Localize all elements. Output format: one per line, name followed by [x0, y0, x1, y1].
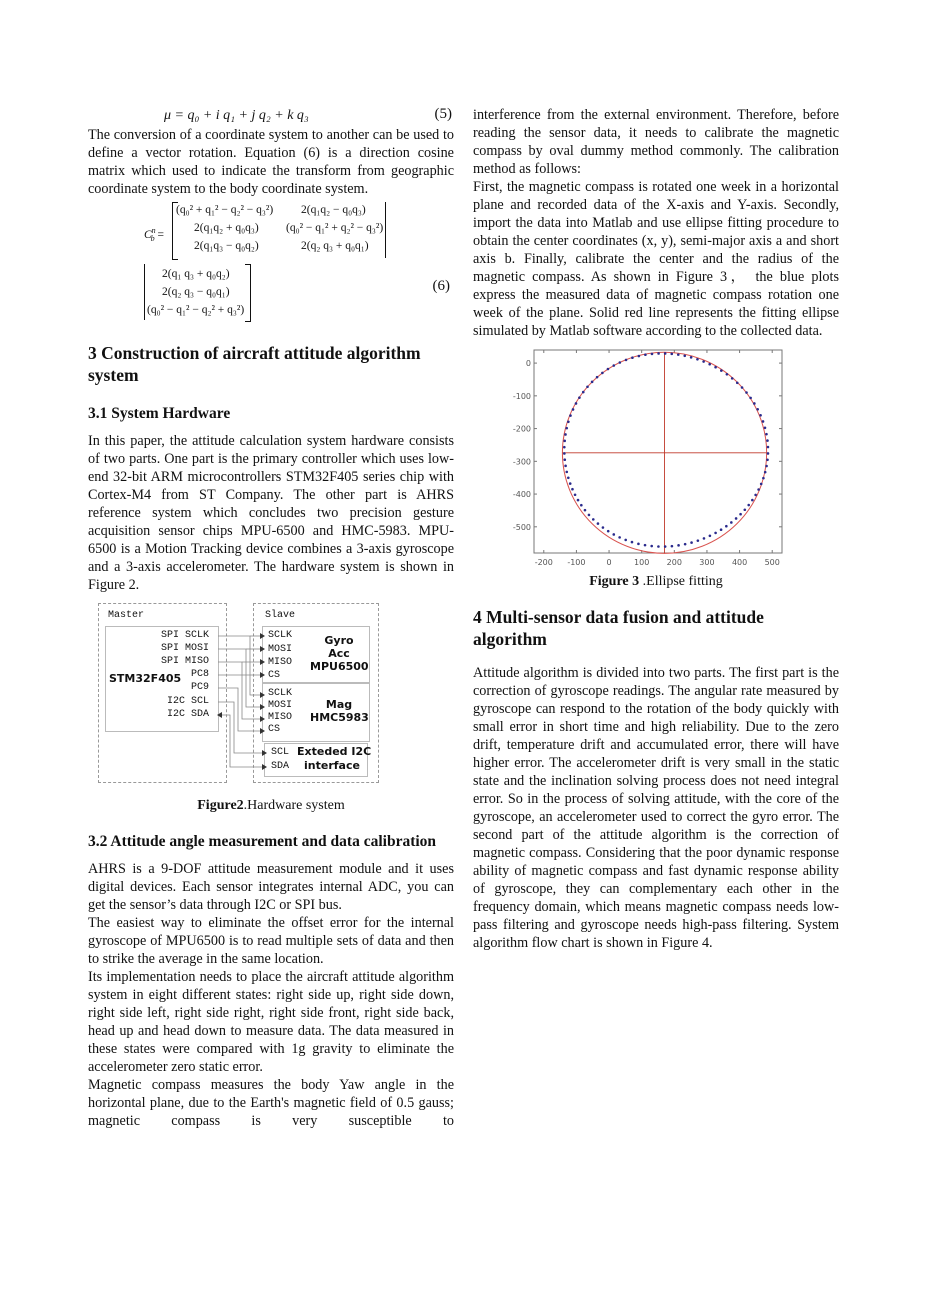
paragraph-ahrs: AHRS is a 9-DOF attitude measurement module and it uses digital devices. Each sensor integrates internal ADC, you can get the sensor’s data through I2C or SPI bus. — [88, 861, 454, 913]
measured-point — [624, 539, 627, 542]
slave3-pin: SCL — [271, 747, 290, 758]
measured-point — [569, 482, 572, 485]
section-4-heading: 4 Multi-sensor data fusion and attitude algorithm — [473, 607, 764, 649]
measured-point — [743, 508, 746, 511]
measured-point — [764, 471, 767, 474]
measured-point — [753, 402, 756, 405]
measured-point — [677, 544, 680, 547]
mcu-pin: I2C SDA — [166, 709, 209, 720]
measured-point — [644, 353, 647, 356]
measured-point — [749, 397, 752, 400]
measured-point — [584, 509, 587, 512]
wire-miso — [218, 662, 260, 719]
measured-point — [580, 504, 583, 507]
matrix-lhs: $C^n_b$ = — [144, 226, 165, 244]
y-tick-label: -500 — [512, 522, 531, 532]
measured-point — [760, 483, 763, 486]
slave3-pin: SDA — [271, 761, 290, 772]
x-tick-label: 100 — [634, 558, 650, 567]
equation-5-formula: μ = q₀ + i q₁ + j q₂ + k q₃ — [164, 108, 309, 123]
measured-point — [720, 369, 723, 372]
measured-point — [596, 376, 599, 379]
slave2-name: Mag HMC5983 — [310, 698, 369, 724]
measured-point — [767, 446, 770, 449]
left-column — [88, 106, 454, 1130]
matrix-r1c2: 2(q₁q₂ − q₀q₃) — [301, 204, 366, 216]
measured-point — [565, 427, 568, 430]
measured-point — [683, 355, 686, 358]
x-tick-label: 200 — [666, 558, 682, 567]
matrix-r2c1: 2(q₁q₂ + q₀q₃) — [194, 222, 259, 234]
measured-point — [651, 353, 654, 356]
paragraph-conversion: The conversion of a coordinate system to another can be used to define a vector rotation. Equation (6) is a direction cosine matrix which used to indicate the transform from geographic coordinate system to the body coordinate system. — [88, 127, 454, 197]
paragraph-calibration-steps: First, the magnetic compass is rotated one week in a horizontal plane and recorded data of the X-axis and Y-axis. Secondly, import the data into Matlab and use ellipse fitting procedure to obtain the center coordinates (x, y), semi-major axis a and short axis b. Finally, calibrate the center and the radius of the magnetic compass. As shown in Figure 3， the blue plots express the measured data of magnetic compass rotation one week of the plane. Solid red line represents the fitting ellipse simulated by Matlab software according to the collected data. — [473, 179, 839, 339]
wire-sclk — [218, 636, 260, 695]
measured-point — [638, 355, 641, 358]
slave3-name: Exteded I2C interface — [297, 745, 372, 772]
arrow-head — [260, 659, 265, 665]
slave1-pin: CS — [268, 670, 281, 681]
master-label: Master — [108, 610, 145, 621]
slave2-pin: CS — [268, 724, 281, 735]
matrix-c3r2: 2(q₂ q₃ − q₀q₁) — [162, 286, 230, 298]
x-tick-label: 400 — [731, 558, 748, 567]
measured-point — [690, 356, 693, 359]
measured-point — [625, 359, 628, 362]
section-3-2-heading: 3.2 Attitude angle measurement and data calibration — [88, 833, 437, 850]
measured-point — [563, 446, 566, 449]
paragraph-implementation: Its implementation needs to place the aircraft attitude algorithm system in eight different states: right side up, right side down, right side left, right side right, right side front, right side back, head up and head down to measure data. The data measured in these states were compared with 1g gravity to eliminate the accelerometer zero static error. — [88, 969, 454, 1075]
arrow-head — [262, 764, 267, 770]
measured-point — [747, 504, 750, 507]
measured-point — [697, 539, 700, 542]
slave2-pin: SCLK — [268, 688, 293, 699]
x-tick-label: -200 — [534, 558, 553, 567]
measured-point — [607, 530, 610, 533]
y-tick-label: -400 — [512, 490, 531, 500]
measured-point — [644, 544, 647, 547]
measured-point — [745, 391, 748, 394]
measured-point — [563, 458, 566, 461]
measured-point — [731, 377, 734, 380]
measured-point — [764, 426, 767, 429]
arrow-head — [260, 728, 265, 734]
measured-point — [684, 543, 687, 546]
measured-point — [766, 439, 769, 442]
measured-point — [572, 408, 575, 411]
equation-6-number: (6) — [432, 278, 450, 294]
measured-point — [765, 465, 768, 468]
mcu-pin: PC9 — [190, 682, 209, 693]
measured-point — [591, 381, 594, 384]
measured-point — [756, 408, 759, 411]
matrix-r1c1: (q₀² + q₁² − q₂² − q₃²) — [176, 204, 274, 216]
measured-point — [690, 541, 693, 544]
wire-scl — [218, 702, 262, 753]
measured-point — [735, 517, 738, 520]
measured-point — [618, 536, 621, 539]
measured-point — [602, 526, 605, 529]
measured-point — [741, 386, 744, 389]
paragraph-attitude-algorithm: Attitude algorithm is divided into two parts. The first part is the correction of gyroscope readings. The angular rate measured by gyroscope can respond to the rotation of the body quickly with small error in short time and high reliability. Due to the zero drift, temperature drift and accumulated error, there will have higher error. The accelerometer drift is very small in the static state and the inclination solving process does not need integral error. So in the process of solving attitude, with the core of the gyroscope, an accelerometer used to correct the gyro error. The second part of the attitude algorithm is the correction of magnetic compass. Considering that the poor dynamic response ability of magnetic compass and fast dynamic response ability of gyroscope, they can complementary each other in the frequency domain, which means magnetic compass needs low-pass filtering and gyroscope needs high-pass filtering. System algorithm flow chart is shown in Figure 4. — [473, 665, 839, 951]
arrow-head — [260, 692, 265, 698]
measured-point — [762, 420, 765, 423]
x-tick-label: 300 — [699, 558, 715, 567]
right-column — [473, 106, 839, 952]
measured-point — [563, 440, 566, 443]
y-tick-label: -300 — [512, 457, 531, 467]
measured-point — [619, 361, 622, 364]
arrow-head — [217, 712, 222, 718]
slave1-pin: SCLK — [268, 630, 293, 641]
figure-2-caption: Figure2.Hardware system — [197, 798, 345, 813]
measured-point — [720, 528, 723, 531]
arrow-head — [260, 704, 265, 710]
measured-point — [564, 465, 567, 468]
measured-point — [612, 364, 615, 367]
measured-point — [751, 499, 754, 502]
slave1-name: Gyro Acc MPU6500 — [310, 634, 369, 673]
mcu-pin: I2C SCL — [166, 696, 209, 707]
measured-point — [569, 414, 572, 417]
measured-point — [588, 514, 591, 517]
measured-point — [631, 541, 634, 544]
measured-point — [702, 360, 705, 363]
mcu-pin: PC8 — [190, 669, 209, 680]
y-tick-label: -200 — [512, 424, 531, 434]
measured-point — [657, 352, 660, 355]
matrix-bracket-right-bar — [385, 202, 386, 258]
mcu-pin: SPI MOSI — [160, 643, 209, 654]
arrow-head — [260, 646, 265, 652]
measured-point — [567, 476, 570, 479]
measured-point — [577, 499, 580, 502]
figure-3-ellipse-plot — [473, 348, 839, 570]
measured-point — [565, 471, 568, 474]
measured-point — [657, 545, 660, 548]
wire-sda — [222, 715, 262, 767]
equation-5-number: (5) — [434, 106, 452, 122]
x-tick-label: -100 — [567, 558, 586, 567]
paragraph-hardware: In this paper, the attitude calculation system hardware consists of two parts. One part is the primary controller which uses low-end 32-bit ARM microcontrollers STM32F405 series chip with Cortex-M4 from ST Company. The other part is AHRS reference system which concludes two precision gesture acquisition sensor chips MPU-6500 and HMC-5983. MPU-6500 is a Motion Tracking device combines a 3-axis gyroscope and a 3-axis accelerometer. The hardware system is shown in Figure 2. — [88, 433, 454, 593]
measured-point — [696, 358, 699, 361]
measured-point — [574, 493, 577, 496]
measured-point — [677, 353, 680, 356]
measured-point — [582, 391, 585, 394]
figure-3-caption: Figure 3 .Ellipse fitting — [589, 574, 723, 589]
measured-point — [730, 521, 733, 524]
measured-point — [597, 522, 600, 525]
measured-point — [578, 396, 581, 399]
measured-point — [564, 433, 567, 436]
measured-point — [765, 433, 768, 436]
wire-pc9 — [218, 688, 260, 731]
measured-point — [571, 488, 574, 491]
y-tick-label: -100 — [512, 391, 531, 401]
measured-point — [714, 366, 717, 369]
paragraph-magnetic: Magnetic compass measures the body Yaw angle in the horizontal plane, due to the Earth's magnetic field of 0.5 gauss; magnetic compass is very susceptible to — [88, 1077, 454, 1129]
measured-point — [575, 402, 578, 405]
measured-point — [762, 477, 765, 480]
measured-point — [736, 381, 739, 384]
matrix-bracket-right-2 — [245, 264, 251, 322]
x-tick-label: 500 — [764, 558, 780, 567]
mcu-name: STM32F405 — [109, 672, 182, 685]
section-3-1-heading: 3.1 System Hardware — [88, 405, 231, 422]
measured-point — [563, 452, 566, 455]
arrow-head — [262, 750, 267, 756]
figure-2-hardware-diagram — [98, 600, 454, 788]
matrix-r3c2: 2(q₂ q₃ + q₀q₁) — [301, 240, 369, 252]
matrix-bracket-left-2 — [144, 264, 145, 320]
section-3-heading: 3 Construction of aircraft attitude algorithm system — [88, 343, 421, 385]
measured-point — [709, 535, 712, 538]
measured-point — [612, 533, 615, 536]
measured-point — [607, 368, 610, 371]
measured-point — [766, 459, 769, 462]
measured-point — [726, 373, 729, 376]
measured-point — [664, 545, 667, 548]
matrix-r2c2: (q₀² − q₁² + q₂² − q₃²) — [286, 222, 384, 234]
arrow-head — [260, 633, 265, 639]
measured-point — [650, 545, 653, 548]
measured-point — [671, 545, 674, 548]
measured-point — [670, 353, 673, 356]
matrix-c3r3: (q₀² − q₁² − q₂² + q₃²) — [147, 304, 245, 316]
measured-point — [664, 352, 667, 355]
measured-point — [592, 518, 595, 521]
measured-point — [739, 513, 742, 516]
measured-point — [708, 363, 711, 366]
wire-mosi — [218, 649, 260, 707]
y-tick-label: 0 — [525, 359, 531, 369]
paragraph-interference: interference from the external environment. Therefore, before reading the sensor data, it needs to calibrate the magnetic compass by oval dummy method commonly. The calibration method as follows: — [473, 107, 839, 177]
measured-point — [703, 537, 706, 540]
measured-point — [714, 532, 717, 535]
arrow-head — [260, 716, 265, 722]
slave1-pin: MOSI — [268, 644, 293, 655]
measured-point — [725, 525, 728, 528]
ellipse-fitting-chart — [503, 348, 813, 570]
slave2-pin: MISO — [268, 712, 293, 723]
slave-label: Slave — [265, 610, 296, 621]
arrow-head — [260, 672, 265, 678]
figure-2-wires — [98, 600, 388, 788]
measured-point — [601, 372, 604, 375]
slave1-pin: MISO — [268, 657, 293, 668]
equation-6 — [88, 198, 454, 330]
paragraph-offset: The easiest way to eliminate the offset error for the internal gyroscope of MPU6500 is to read multiple sets of data and then to strike the average in the same location. — [88, 915, 454, 967]
measured-point — [631, 356, 634, 359]
measured-point — [767, 452, 770, 455]
x-tick-label: 0 — [606, 558, 612, 567]
mcu-pin: SPI SCLK — [160, 630, 209, 641]
measured-point — [567, 421, 570, 424]
measured-point — [759, 414, 762, 417]
matrix-c3r1: 2(q₁ q₃ + q₀q₂) — [162, 268, 230, 280]
measured-point — [757, 488, 760, 491]
plot-area — [534, 350, 782, 553]
slave2-pin: MOSI — [268, 700, 293, 711]
equation-5 — [88, 106, 454, 126]
measured-point — [754, 494, 757, 497]
matrix-r3c1: 2(q₁q₃ − q₀q₂) — [194, 240, 259, 252]
mcu-pin: SPI MISO — [160, 656, 209, 667]
measured-point — [637, 543, 640, 546]
measured-point — [586, 386, 589, 389]
